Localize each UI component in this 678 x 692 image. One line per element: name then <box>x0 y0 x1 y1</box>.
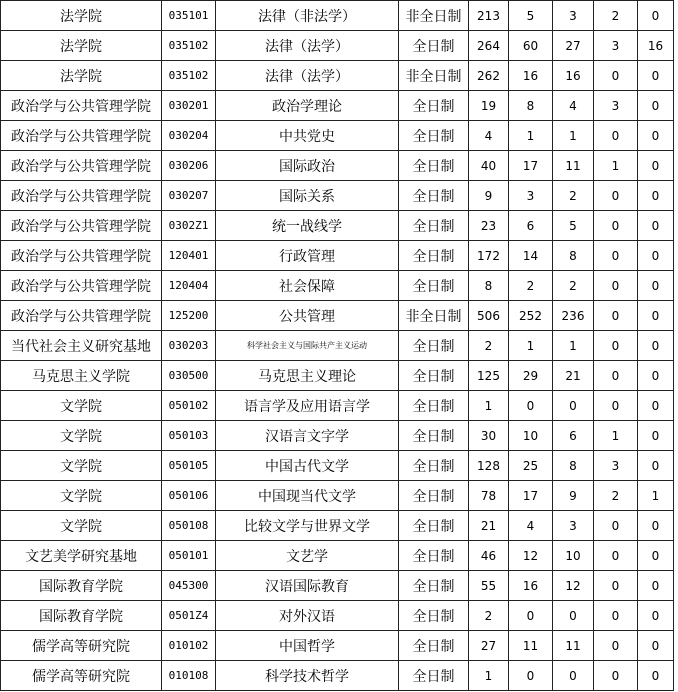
table-row <box>1 151 674 181</box>
count-cell: 0 <box>638 241 674 271</box>
table-row <box>1 181 674 211</box>
count-cell: 21 <box>469 511 509 541</box>
count-cell: 1 <box>553 121 594 151</box>
count-cell: 1 <box>553 331 594 361</box>
study-type-cell: 全日制 <box>399 151 469 181</box>
count-cell: 0 <box>638 361 674 391</box>
department-cell: 政治学与公共管理学院 <box>1 91 162 121</box>
count-cell: 17 <box>509 481 553 511</box>
count-cell: 23 <box>469 211 509 241</box>
count-cell: 0 <box>638 301 674 331</box>
department-cell: 文学院 <box>1 421 162 451</box>
major-code-cell: 030201 <box>162 91 216 121</box>
department-cell: 文学院 <box>1 391 162 421</box>
count-cell: 4 <box>509 511 553 541</box>
count-cell: 29 <box>509 361 553 391</box>
study-type-cell: 全日制 <box>399 121 469 151</box>
count-cell: 9 <box>469 181 509 211</box>
major-code-cell: 045300 <box>162 571 216 601</box>
major-name-cell: 中国哲学 <box>216 631 399 661</box>
count-cell: 0 <box>594 541 638 571</box>
count-cell: 3 <box>509 181 553 211</box>
count-cell: 12 <box>509 541 553 571</box>
count-cell: 0 <box>594 61 638 91</box>
count-cell: 78 <box>469 481 509 511</box>
study-type-cell: 全日制 <box>399 241 469 271</box>
major-code-cell: 035101 <box>162 1 216 31</box>
count-cell: 10 <box>553 541 594 571</box>
major-code-cell: 010102 <box>162 631 216 661</box>
count-cell: 0 <box>594 391 638 421</box>
department-cell: 政治学与公共管理学院 <box>1 241 162 271</box>
table-row <box>1 1 674 31</box>
table-body <box>1 1 674 691</box>
major-name-cell: 社会保障 <box>216 271 399 301</box>
count-cell: 17 <box>509 151 553 181</box>
count-cell: 16 <box>509 61 553 91</box>
count-cell: 0 <box>638 1 674 31</box>
count-cell: 0 <box>594 511 638 541</box>
major-name-cell: 政治学理论 <box>216 91 399 121</box>
count-cell: 262 <box>469 61 509 91</box>
table-row <box>1 361 674 391</box>
count-cell: 1 <box>469 661 509 691</box>
major-code-cell: 030204 <box>162 121 216 151</box>
department-cell: 文学院 <box>1 511 162 541</box>
major-name-cell: 汉语国际教育 <box>216 571 399 601</box>
major-code-cell: 035102 <box>162 31 216 61</box>
table-row <box>1 301 674 331</box>
count-cell: 1 <box>594 421 638 451</box>
study-type-cell: 全日制 <box>399 541 469 571</box>
department-cell: 政治学与公共管理学院 <box>1 181 162 211</box>
major-name-cell: 中共党史 <box>216 121 399 151</box>
major-name-cell: 国际政治 <box>216 151 399 181</box>
count-cell: 55 <box>469 571 509 601</box>
table-row <box>1 631 674 661</box>
count-cell: 1 <box>638 481 674 511</box>
major-name-cell: 马克思主义理论 <box>216 361 399 391</box>
study-type-cell: 非全日制 <box>399 301 469 331</box>
major-name-cell: 法律（法学） <box>216 31 399 61</box>
count-cell: 16 <box>509 571 553 601</box>
table-row <box>1 481 674 511</box>
major-code-cell: 050101 <box>162 541 216 571</box>
table-row <box>1 121 674 151</box>
count-cell: 40 <box>469 151 509 181</box>
department-cell: 政治学与公共管理学院 <box>1 211 162 241</box>
table-row <box>1 601 674 631</box>
count-cell: 19 <box>469 91 509 121</box>
count-cell: 0 <box>594 271 638 301</box>
count-cell: 3 <box>594 451 638 481</box>
count-cell: 8 <box>553 241 594 271</box>
count-cell: 128 <box>469 451 509 481</box>
major-name-cell: 文艺学 <box>216 541 399 571</box>
department-cell: 当代社会主义研究基地 <box>1 331 162 361</box>
count-cell: 11 <box>509 631 553 661</box>
count-cell: 0 <box>638 451 674 481</box>
count-cell: 3 <box>594 31 638 61</box>
department-cell: 法学院 <box>1 1 162 31</box>
table-row <box>1 571 674 601</box>
major-code-cell: 050106 <box>162 481 216 511</box>
count-cell: 2 <box>594 1 638 31</box>
study-type-cell: 全日制 <box>399 571 469 601</box>
count-cell: 0 <box>638 331 674 361</box>
study-type-cell: 非全日制 <box>399 61 469 91</box>
count-cell: 0 <box>638 511 674 541</box>
major-code-cell: 125200 <box>162 301 216 331</box>
table-row <box>1 541 674 571</box>
count-cell: 0 <box>638 91 674 121</box>
major-name-cell: 公共管理 <box>216 301 399 331</box>
department-cell: 国际教育学院 <box>1 571 162 601</box>
major-name-cell: 汉语言文字学 <box>216 421 399 451</box>
table-row <box>1 421 674 451</box>
count-cell: 1 <box>469 391 509 421</box>
department-cell: 政治学与公共管理学院 <box>1 121 162 151</box>
table-row <box>1 211 674 241</box>
count-cell: 11 <box>553 631 594 661</box>
count-cell: 4 <box>469 121 509 151</box>
study-type-cell: 全日制 <box>399 421 469 451</box>
count-cell: 9 <box>553 481 594 511</box>
department-cell: 政治学与公共管理学院 <box>1 301 162 331</box>
count-cell: 0 <box>638 151 674 181</box>
count-cell: 6 <box>553 421 594 451</box>
study-type-cell: 全日制 <box>399 331 469 361</box>
major-code-cell: 0501Z4 <box>162 601 216 631</box>
count-cell: 27 <box>469 631 509 661</box>
count-cell: 0 <box>594 211 638 241</box>
count-cell: 0 <box>594 661 638 691</box>
count-cell: 0 <box>638 661 674 691</box>
count-cell: 8 <box>469 271 509 301</box>
major-name-cell: 比较文学与世界文学 <box>216 511 399 541</box>
count-cell: 0 <box>594 631 638 661</box>
count-cell: 0 <box>594 181 638 211</box>
table-row <box>1 91 674 121</box>
count-cell: 2 <box>509 271 553 301</box>
major-code-cell: 035102 <box>162 61 216 91</box>
count-cell: 30 <box>469 421 509 451</box>
major-code-cell: 050102 <box>162 391 216 421</box>
major-name-cell: 对外汉语 <box>216 601 399 631</box>
count-cell: 0 <box>638 271 674 301</box>
count-cell: 0 <box>638 121 674 151</box>
count-cell: 2 <box>469 601 509 631</box>
count-cell: 27 <box>553 31 594 61</box>
major-code-cell: 0302Z1 <box>162 211 216 241</box>
count-cell: 11 <box>553 151 594 181</box>
count-cell: 125 <box>469 361 509 391</box>
department-cell: 马克思主义学院 <box>1 361 162 391</box>
count-cell: 0 <box>594 361 638 391</box>
count-cell: 506 <box>469 301 509 331</box>
study-type-cell: 全日制 <box>399 361 469 391</box>
count-cell: 1 <box>509 331 553 361</box>
count-cell: 0 <box>638 181 674 211</box>
count-cell: 264 <box>469 31 509 61</box>
major-code-cell: 030207 <box>162 181 216 211</box>
count-cell: 0 <box>594 601 638 631</box>
count-cell: 0 <box>594 331 638 361</box>
count-cell: 0 <box>509 661 553 691</box>
count-cell: 0 <box>594 301 638 331</box>
major-code-cell: 030500 <box>162 361 216 391</box>
count-cell: 0 <box>553 391 594 421</box>
study-type-cell: 全日制 <box>399 631 469 661</box>
major-name-cell: 法律（非法学） <box>216 1 399 31</box>
count-cell: 2 <box>553 181 594 211</box>
count-cell: 14 <box>509 241 553 271</box>
study-type-cell: 非全日制 <box>399 1 469 31</box>
count-cell: 0 <box>638 421 674 451</box>
study-type-cell: 全日制 <box>399 601 469 631</box>
major-name-cell: 科学社会主义与国际共产主义运动 <box>216 331 399 361</box>
major-name-cell: 中国古代文学 <box>216 451 399 481</box>
count-cell: 0 <box>638 61 674 91</box>
count-cell: 25 <box>509 451 553 481</box>
table-row <box>1 511 674 541</box>
count-cell: 60 <box>509 31 553 61</box>
major-code-cell: 050105 <box>162 451 216 481</box>
count-cell: 12 <box>553 571 594 601</box>
table-row <box>1 391 674 421</box>
count-cell: 236 <box>553 301 594 331</box>
count-cell: 46 <box>469 541 509 571</box>
count-cell: 0 <box>594 121 638 151</box>
count-cell: 0 <box>594 241 638 271</box>
count-cell: 172 <box>469 241 509 271</box>
major-code-cell: 050103 <box>162 421 216 451</box>
study-type-cell: 全日制 <box>399 181 469 211</box>
study-type-cell: 全日制 <box>399 451 469 481</box>
count-cell: 4 <box>553 91 594 121</box>
department-cell: 政治学与公共管理学院 <box>1 271 162 301</box>
major-code-cell: 030206 <box>162 151 216 181</box>
count-cell: 2 <box>553 271 594 301</box>
department-cell: 政治学与公共管理学院 <box>1 151 162 181</box>
study-type-cell: 全日制 <box>399 511 469 541</box>
count-cell: 0 <box>509 391 553 421</box>
count-cell: 1 <box>594 151 638 181</box>
study-type-cell: 全日制 <box>399 271 469 301</box>
count-cell: 0 <box>638 571 674 601</box>
department-cell: 文艺美学研究基地 <box>1 541 162 571</box>
count-cell: 21 <box>553 361 594 391</box>
major-name-cell: 法律（法学） <box>216 61 399 91</box>
count-cell: 8 <box>553 451 594 481</box>
count-cell: 0 <box>638 541 674 571</box>
count-cell: 213 <box>469 1 509 31</box>
major-name-cell: 行政管理 <box>216 241 399 271</box>
table-row <box>1 451 674 481</box>
count-cell: 10 <box>509 421 553 451</box>
study-type-cell: 全日制 <box>399 661 469 691</box>
study-type-cell: 全日制 <box>399 391 469 421</box>
table-row <box>1 241 674 271</box>
count-cell: 3 <box>553 511 594 541</box>
department-cell: 儒学高等研究院 <box>1 631 162 661</box>
study-type-cell: 全日制 <box>399 31 469 61</box>
count-cell: 0 <box>594 571 638 601</box>
department-cell: 法学院 <box>1 31 162 61</box>
count-cell: 3 <box>594 91 638 121</box>
count-cell: 0 <box>553 601 594 631</box>
count-cell: 2 <box>469 331 509 361</box>
study-type-cell: 全日制 <box>399 91 469 121</box>
major-name-cell: 中国现当代文学 <box>216 481 399 511</box>
count-cell: 8 <box>509 91 553 121</box>
count-cell: 5 <box>553 211 594 241</box>
major-name-cell: 国际关系 <box>216 181 399 211</box>
count-cell: 0 <box>638 631 674 661</box>
count-cell: 16 <box>638 31 674 61</box>
major-code-cell: 030203 <box>162 331 216 361</box>
department-cell: 国际教育学院 <box>1 601 162 631</box>
count-cell: 0 <box>638 211 674 241</box>
major-name-cell: 科学技术哲学 <box>216 661 399 691</box>
count-cell: 3 <box>553 1 594 31</box>
table-row <box>1 271 674 301</box>
study-type-cell: 全日制 <box>399 211 469 241</box>
count-cell: 6 <box>509 211 553 241</box>
count-cell: 5 <box>509 1 553 31</box>
count-cell: 0 <box>553 661 594 691</box>
count-cell: 16 <box>553 61 594 91</box>
department-cell: 儒学高等研究院 <box>1 661 162 691</box>
major-name-cell: 统一战线学 <box>216 211 399 241</box>
count-cell: 0 <box>638 601 674 631</box>
major-code-cell: 120404 <box>162 271 216 301</box>
table-row <box>1 61 674 91</box>
department-cell: 法学院 <box>1 61 162 91</box>
count-cell: 1 <box>509 121 553 151</box>
count-cell: 0 <box>638 391 674 421</box>
count-cell: 252 <box>509 301 553 331</box>
study-type-cell: 全日制 <box>399 481 469 511</box>
major-code-cell: 050108 <box>162 511 216 541</box>
table-row <box>1 661 674 691</box>
count-cell: 2 <box>594 481 638 511</box>
table-row <box>1 331 674 361</box>
major-code-cell: 010108 <box>162 661 216 691</box>
department-cell: 文学院 <box>1 481 162 511</box>
major-code-cell: 120401 <box>162 241 216 271</box>
major-name-cell: 语言学及应用语言学 <box>216 391 399 421</box>
table-row <box>1 31 674 61</box>
department-cell: 文学院 <box>1 451 162 481</box>
count-cell: 0 <box>509 601 553 631</box>
